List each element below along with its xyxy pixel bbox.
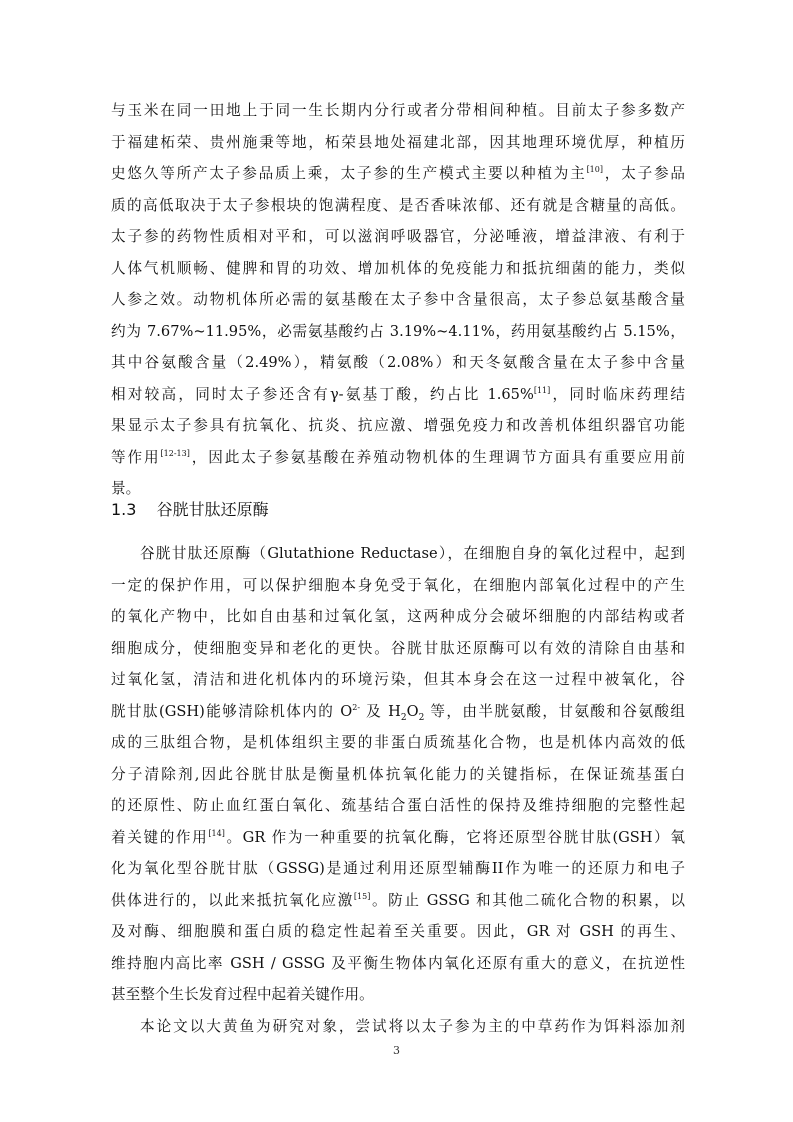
text-run: 太子参的药物性质相对平和，可以滋润呼吸器官，分泌唾液，增益津液、有利于 xyxy=(111,228,685,245)
text-line xyxy=(111,316,685,348)
text-line xyxy=(111,127,685,159)
text-line xyxy=(111,979,685,1011)
paragraph-glutathione-reductase xyxy=(111,538,685,1011)
text-run: 。GR 作为一种重要的抗氧化酶，它将还原型谷胱甘肽(GSH）氧 xyxy=(224,828,685,846)
text-line xyxy=(111,158,685,190)
text-run: 及 H xyxy=(360,702,401,720)
text-run: 与玉米在同一田地上于同一生长期内分行或者分带相间种植。目前太子参多数产 xyxy=(111,102,685,119)
text-line xyxy=(111,790,685,822)
text-run: ，因此太子参氨基酸在养殖动物机体的生理调节方面具有重要应用前 xyxy=(189,448,685,466)
text-run: 一定的保护作用，可以保护细胞本身免受于氧化，在细胞内部氧化过程中的产生 xyxy=(111,576,685,594)
text-run: 的还原性、防止血红蛋白氧化、巯基结合蛋白活性的保持及维持细胞的完整性起 xyxy=(111,797,685,814)
text-line xyxy=(111,538,685,570)
subscript: 2 xyxy=(418,712,425,723)
section-number: 1.3 xyxy=(111,500,137,519)
text-run: 成的三肽组合物，是机体组织主要的非蛋白质巯基化合物，也是机体内高效的低 xyxy=(111,734,685,751)
text-line xyxy=(111,95,685,127)
text-run: 史悠久等所产太子参品质上乘，太子参的生产模式主要以种植为主 xyxy=(111,165,587,182)
text-run: 胱甘肽(GSH)能够清除机体内的 O xyxy=(111,702,353,720)
text-run: 着关键的作用 xyxy=(111,828,209,846)
text-run: 质的高低取决于太子参根块的饱满程度、是否香味浓郁、还有就是含糖量的高低。 xyxy=(111,196,685,214)
text-run: 分子清除剂,因此谷胱甘肽是衡量机体抗氧化能力的关键指标，在保证巯基蛋白 xyxy=(111,765,685,783)
citation-superscript: [14] xyxy=(208,828,225,838)
text-run: 景。 xyxy=(111,480,141,497)
text-line xyxy=(111,885,685,917)
section-heading xyxy=(111,496,269,524)
text-run: 约为 7.67%~11.95%，必需氨基酸约占 3.19%~4.11%，药用氨基酸约占 5.15%， xyxy=(111,322,685,340)
paragraph-thesis-intro xyxy=(111,1011,685,1043)
text-line xyxy=(111,853,685,885)
text-run: 果显示太子参具有抗氧化、抗炎、抗应激、增强免疫力和改善机体组织器官功能 xyxy=(111,417,685,434)
text-line xyxy=(111,633,685,665)
text-line xyxy=(111,190,685,222)
text-line xyxy=(111,696,685,728)
text-run: ，太子参品 xyxy=(602,165,685,182)
text-run: 其中谷氨酸含量（2.49%），精氨酸（2.08%）和天冬氨酸含量在太子参中含量 xyxy=(111,354,685,371)
text-line xyxy=(111,442,685,474)
section-title: 谷胱甘肽还原酶 xyxy=(156,500,269,519)
text-run: O xyxy=(406,702,419,720)
text-line xyxy=(111,221,685,253)
text-line xyxy=(111,601,685,633)
text-line xyxy=(111,1011,685,1043)
text-run: 人参之效。动物机体所必需的氨基酸在太子参中含量很高，太子参总氨基酸含量 xyxy=(111,291,685,308)
text-run: 人体气机顺畅、健脾和胃的功效、增加机体的免疫能力和抵抗细菌的能力，类似 xyxy=(111,259,685,277)
text-line xyxy=(111,410,685,442)
citation-superscript: [12-13] xyxy=(160,448,190,458)
text-run: 及对酶、细胞膜和蛋白质的稳定性起着至关重要。因此，GR 对 GSH 的再生、 xyxy=(111,923,685,940)
text-run: 等，由半胱氨酸，甘氨酸和谷氨酸组 xyxy=(424,702,685,720)
text-line xyxy=(111,379,685,411)
text-line xyxy=(111,916,685,948)
citation-superscript: 2- xyxy=(352,702,361,712)
text-run: 本论文以大黄鱼为研究对象，尝试将以太子参为主的中草药作为饵料添加剂 xyxy=(140,1018,685,1035)
text-line xyxy=(111,948,685,980)
citation-superscript: [11] xyxy=(533,385,551,395)
text-line xyxy=(111,727,685,759)
citation-superscript: [15] xyxy=(353,891,371,901)
text-line xyxy=(111,284,685,316)
text-run: 细胞成分，使细胞变异和老化的更快。谷胱甘肽还原酶可以有效的清除自由基和 xyxy=(111,639,685,657)
text-run: 甚至整个生长发育过程中起着关键作用。 xyxy=(111,986,374,1003)
text-line xyxy=(111,822,685,854)
text-line xyxy=(111,664,685,696)
text-line xyxy=(111,253,685,285)
text-run: 等作用 xyxy=(111,448,161,466)
text-run: ，同时临床药理结 xyxy=(550,385,685,403)
text-run: 化为氧化型谷胱甘肽（GSSG)是通过利用还原型辅酶II作为唯一的还原力和电子 xyxy=(111,860,685,877)
subscript: 2 xyxy=(400,712,407,723)
paragraph-taizishen xyxy=(111,95,685,505)
text-run: 相对较高，同时太子参还含有γ-氨基丁酸，约占比 1.65% xyxy=(111,385,534,403)
text-run: 供体进行的，以此来抵抗氧化应激 xyxy=(111,891,354,909)
text-line xyxy=(111,759,685,791)
text-line xyxy=(111,347,685,379)
text-run: 于福建柘荣、贵州施秉等地，柘荣县地处福建北部，因其地理环境优厚，种植历 xyxy=(111,133,685,151)
text-run: 维持胞内高比率 GSH / GSSG 及平衡生物体内氧化还原有重大的意义，在抗逆性 xyxy=(111,954,685,972)
text-run: 谷胱甘肽还原酶（Glutathione Reductase），在细胞自身的氧化过程中，起到 xyxy=(140,545,685,562)
citation-superscript: [10] xyxy=(586,165,603,175)
text-run: 过氧化氢，清洁和进化机体内的环境污染，但其本身会在这一过程中被氧化，谷 xyxy=(111,671,685,688)
text-run: 。防止 GSSG 和其他二硫化合物的积累，以 xyxy=(370,891,685,909)
page-number: 3 xyxy=(393,1044,400,1057)
text-line xyxy=(111,570,685,602)
text-run: 的氧化产物中，比如自由基和过氧化氢，这两种成分会破坏细胞的内部结构或者 xyxy=(111,608,685,625)
